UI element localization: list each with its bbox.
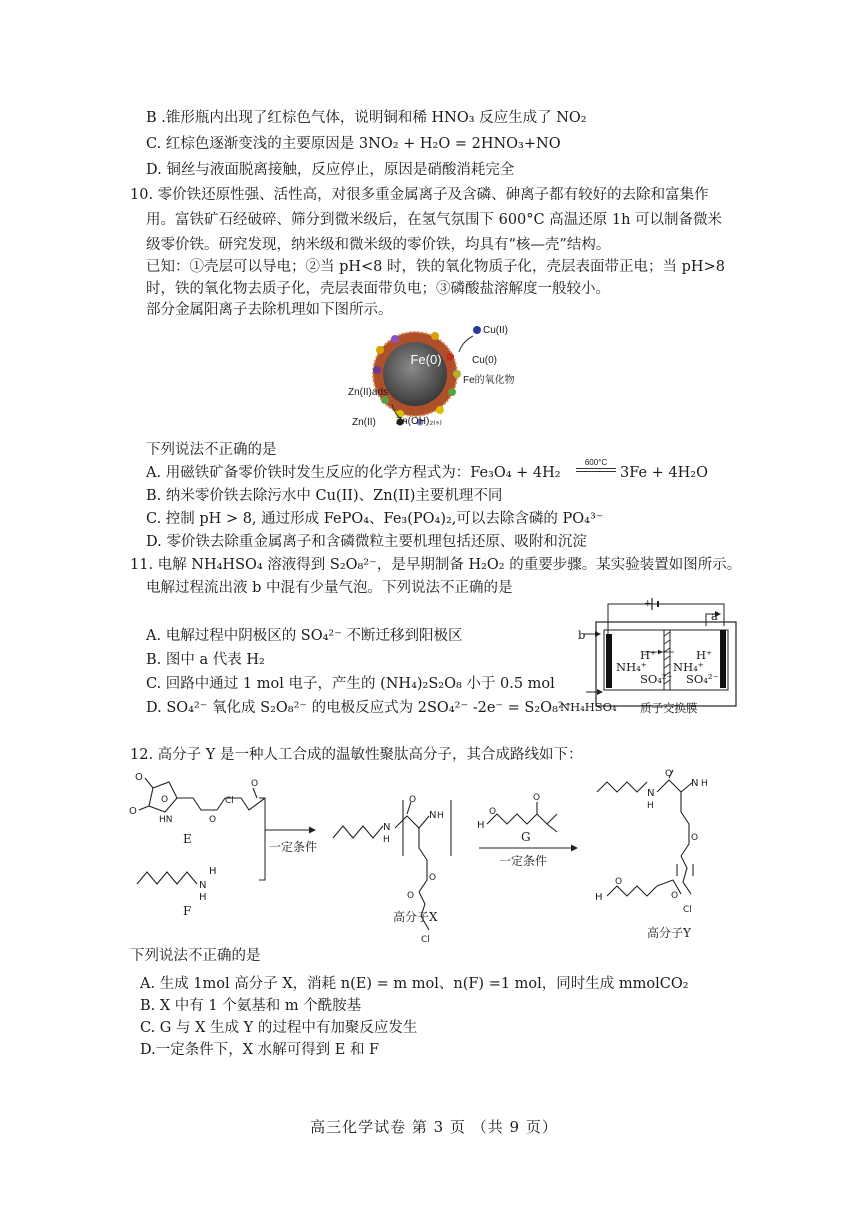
q9-option-d: D. 铜丝与液面脱离接触，反应停止，原因是硝酸消耗完全: [146, 162, 515, 178]
q10-option-d: D. 零价铁去除重金属离子和含磷微粒主要机理包括还原、吸附和沉淀: [146, 534, 587, 550]
so4-left: SO₄²⁻: [640, 672, 673, 686]
nh4-left: NH₄⁺: [616, 660, 647, 674]
condition-step2: 一定条件: [499, 854, 548, 868]
electrolysis-cell-figure: [556, 596, 746, 718]
q10-option-a-product: 3Fe + 4H₂O: [620, 465, 709, 481]
left-electrode: [606, 634, 612, 688]
svg-text:Cl: Cl: [225, 796, 234, 806]
battery-symbol: +: [644, 599, 652, 609]
q11-stem-line2: 电解过程流出液 b 中混有少量气泡。下列说法不正确的是: [146, 580, 513, 596]
q10-known-line2: 时，铁的氧化物去质子化，壳层表面带负电；③磷酸盐溶解度一般较小。: [146, 281, 610, 297]
svg-text:H: H: [647, 801, 654, 811]
shell-label: Fe的氧化物: [463, 375, 515, 386]
equal-sign-bottom: [576, 471, 616, 472]
q12-option-b: B. X 中有 1 个氨基和 m 个酰胺基: [140, 998, 362, 1014]
q9-option-c: C. 红棕色逐渐变浅的主要原因是 3NO₂ + H₂O = 2HNO₃+NO: [146, 136, 561, 152]
reactant-bracket: [259, 798, 265, 880]
q11-option-d: D. SO₄²⁻ 氧化成 S₂O₈²⁻ 的电极反应式为 2SO₄²⁻ -2e⁻ = S₂O₈²⁻: [146, 700, 572, 716]
q10-option-a: A. 用磁铁矿备零价铁时发生反应的化学方程式为：Fe₃O₄ + 4H₂: [146, 465, 561, 481]
page-footer: 高三化学试卷 第 3 页 （共 9 页）: [310, 1118, 558, 1136]
membrane-label: 质子交换膜: [640, 701, 698, 715]
so4-right: SO₄²⁻: [686, 672, 719, 686]
q10-stem-line2: 用。富铁矿石经破碎、筛分到微米级后，在氢气氛围下 600°C 高温还原 1h 可以制备微米: [146, 212, 723, 228]
svg-text:N: N: [199, 880, 207, 891]
structure-y: [597, 770, 693, 896]
svg-text:O: O: [129, 806, 137, 817]
core-label: Fe(0): [410, 352, 442, 367]
pipe-b-label: b: [578, 628, 586, 642]
svg-text:O: O: [251, 779, 259, 789]
q10-known-line1: 已知：①壳层可以导电；②当 pH<8 时，铁的氧化物质子化，壳层表面带正电；当 pH>8: [146, 259, 725, 275]
q11-option-b: B. 图中 a 代表 H₂: [146, 652, 265, 668]
label-g: G: [521, 830, 531, 844]
h-plus-right: H⁺: [696, 648, 713, 662]
cu2-ion: [473, 326, 481, 334]
equal-sign-top: [576, 468, 616, 469]
svg-text:H: H: [477, 820, 485, 831]
label-y: 高分子Y: [647, 926, 691, 940]
svg-text:O: O: [665, 769, 673, 779]
condition-step1: 一定条件: [269, 840, 318, 854]
q12-option-c: C. G 与 X 生成 Y 的过程中有加聚反应发生: [140, 1020, 418, 1036]
label-x: 高分子X: [393, 910, 438, 924]
structure-e: [139, 778, 265, 812]
znoh-label: Zn(OH)₂₍ₛ₎: [396, 416, 442, 427]
q12-option-a: A. 生成 1mol 高分子 X，消耗 n(E) = m mol、n(F) =1 mol，同时生成 mmolCO₂: [140, 976, 689, 992]
svg-text:O: O: [691, 833, 699, 843]
nh4-right: NH₄⁺: [673, 660, 704, 674]
q11-option-c: C. 回路中通过 1 mol 电子，产生的 (NH₄)₂S₂O₈ 小于 0.5 mol: [146, 676, 555, 692]
q9-option-b: B .锥形瓶内出现了红棕色气体，说明铜和稀 HNO₃ 反应生成了 NO₂: [146, 110, 587, 126]
q10-stem-line1: 10. 零价铁还原性强、活性高，对很多重金属离子及含磷、砷离子都有较好的去除和富集作: [130, 187, 709, 203]
inlet-label: NH₄HSO₄: [560, 700, 617, 714]
cu2-label: Cu(II): [483, 325, 508, 336]
q12-stem: 12. 高分子 Y 是一种人工合成的温敏性聚肽高分子，其合成路线如下：: [130, 747, 583, 763]
svg-text:H: H: [383, 835, 390, 845]
svg-text:O: O: [409, 795, 417, 805]
structure-f: [137, 872, 197, 884]
q10-stem-line3: 级零价铁。研究发现，纳米级和微米级的零价铁，均具有“核—壳”结构。: [146, 237, 611, 253]
structure-g: [487, 802, 557, 832]
svg-text:H: H: [199, 892, 207, 903]
svg-text:H: H: [209, 866, 217, 877]
svg-text:O: O: [615, 877, 623, 887]
svg-text:H: H: [701, 779, 708, 789]
zn-ads-label: Zn(II)ads: [348, 387, 389, 398]
pipe-a-label: a: [711, 609, 718, 623]
right-electrode: [720, 630, 726, 688]
q10-question: 下列说法不正确的是: [146, 442, 277, 458]
q12-option-d: D.一定条件下，X 水解可得到 E 和 F: [140, 1042, 380, 1058]
svg-text:N: N: [383, 822, 391, 833]
label-e: E: [183, 832, 192, 846]
q11-stem-line1: 11. 电解 NH₄HSO₄ 溶液得到 S₂O₈²⁻，是早期制备 H₂O₂ 的重要步骤。某实验装置如图所示。: [130, 557, 742, 573]
svg-text:N: N: [647, 788, 655, 799]
svg-text:O: O: [489, 807, 497, 817]
svg-text:O: O: [407, 891, 415, 901]
svg-text:O: O: [161, 795, 169, 805]
q10-option-c: C. 控制 pH > 8, 通过形成 FePO₄、Fe₃(PO₄)₂,可以去除含磷的 PO₄³⁻: [146, 511, 604, 527]
q11-option-a: A. 电解过程中阴极区的 SO₄²⁻ 不断迁移到阳极区: [146, 628, 463, 644]
reaction-condition: 600°C: [584, 458, 608, 467]
q12-question: 下列说法不正确的是: [130, 948, 261, 964]
cu0-label: Cu(0): [472, 355, 498, 366]
svg-text:O: O: [533, 793, 541, 803]
svg-text:H: H: [437, 811, 444, 821]
label-f: F: [183, 904, 192, 918]
external-circuit: [608, 604, 724, 636]
svg-text:Cl: Cl: [683, 905, 692, 915]
svg-text:O: O: [671, 891, 679, 901]
h-plus-left: H⁺: [640, 648, 657, 662]
zn2-label: Zn(II): [352, 417, 376, 428]
svg-text:HN: HN: [159, 815, 173, 825]
svg-text:N: N: [691, 778, 699, 789]
svg-text:O: O: [429, 873, 437, 883]
iron-core-shell-figure: [340, 322, 540, 434]
svg-text:O: O: [209, 815, 217, 825]
svg-text:O: O: [135, 772, 143, 783]
svg-text:H: H: [595, 892, 603, 903]
synthesis-route-figure: [125, 768, 745, 953]
svg-text:Cl: Cl: [421, 935, 430, 945]
q10-figure-intro: 部分金属阳离子去除机理如下图所示。: [146, 302, 393, 318]
svg-text:N: N: [429, 810, 437, 821]
q10-option-b: B. 纳米零价铁去除污水中 Cu(II)、Zn(II)主要机理不同: [146, 488, 503, 504]
